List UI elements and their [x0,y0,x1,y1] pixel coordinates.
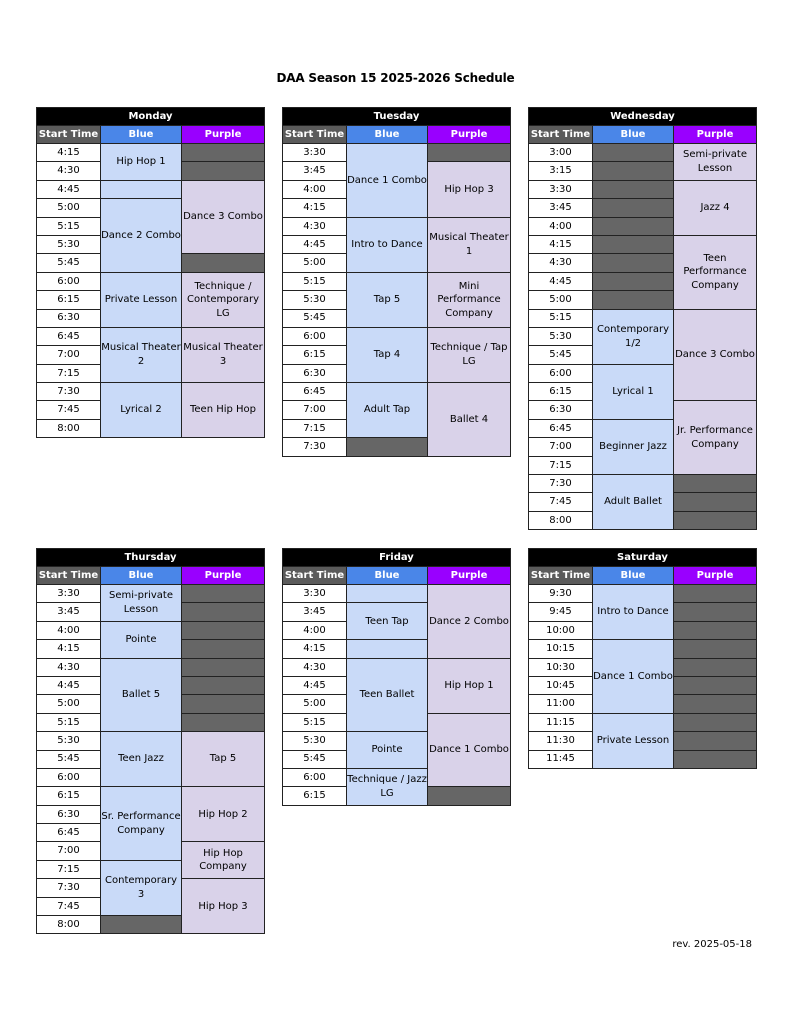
blue-class-slot [101,180,182,198]
empty-slot [182,695,265,713]
purple-class-slot: Jazz 4 [674,180,757,235]
empty-slot [674,713,757,731]
empty-slot [593,180,674,198]
time-row [283,658,511,676]
purple-class-slot: Jr. Performance Company [674,401,757,475]
start-time-cell: 7:30 [529,475,593,493]
purple-class-slot: Musical Theater 1 [428,217,511,272]
start-time-cell: 5:45 [37,750,101,768]
start-time-cell: 11:30 [529,732,593,750]
blue-header: Blue [101,567,182,585]
start-time-cell: 11:15 [529,713,593,731]
day-header: Monday [37,108,265,126]
start-time-cell: 3:30 [283,144,347,162]
tuesday-schedule-table [282,107,511,457]
start-time-cell: 5:45 [283,309,347,327]
blue-class-slot: Adult Ballet [593,475,674,530]
empty-slot [674,695,757,713]
day-header: Wednesday [529,108,757,126]
start-time-cell: 6:00 [283,327,347,345]
start-time-cell: 4:15 [37,640,101,658]
time-row [283,272,511,290]
purple-class-slot: Hip Hop 1 [428,658,511,713]
day-header: Thursday [37,549,265,567]
blue-header: Blue [347,567,428,585]
purple-class-slot: Dance 2 Combo [428,585,511,659]
start-time-cell: 4:15 [529,235,593,253]
purple-class-slot: Hip Hop 3 [428,162,511,217]
purple-class-slot: Teen Performance Company [674,235,757,309]
blue-header: Blue [101,126,182,144]
purple-class-slot: Hip Hop 3 [182,879,265,934]
start-time-cell: 4:45 [37,180,101,198]
start-time-cell: 5:30 [283,732,347,750]
start-time-header: Start Time [37,567,101,585]
start-time-cell: 5:45 [529,346,593,364]
start-time-cell: 11:45 [529,750,593,768]
start-time-cell: 6:30 [283,364,347,382]
purple-class-slot: Technique / Contemporary LG [182,272,265,327]
purple-class-slot: Technique / Tap LG [428,327,511,382]
start-time-cell: 6:15 [283,346,347,364]
start-time-cell: 4:30 [283,217,347,235]
start-time-cell: 7:00 [37,346,101,364]
start-time-cell: 4:15 [37,144,101,162]
wednesday-schedule-table [528,107,757,530]
time-row [529,180,757,198]
blue-class-slot: Semi-private Lesson [101,585,182,622]
start-time-cell: 6:00 [283,768,347,786]
empty-slot [428,787,511,805]
blue-class-slot: Dance 2 Combo [101,199,182,273]
start-time-cell: 4:45 [283,676,347,694]
start-time-cell: 5:30 [529,327,593,345]
time-row [529,640,757,658]
time-row [37,585,265,603]
start-time-cell: 7:30 [37,383,101,401]
empty-slot [674,750,757,768]
start-time-cell: 9:45 [529,603,593,621]
purple-class-slot: Hip Hop Company [182,842,265,879]
blue-class-slot: Contemporary 1/2 [593,309,674,364]
time-row [529,144,757,162]
start-time-cell: 8:00 [37,419,101,437]
start-time-cell: 4:30 [283,658,347,676]
day-header: Friday [283,549,511,567]
blue-header: Blue [347,126,428,144]
empty-slot [101,916,182,934]
blue-class-slot: Lyrical 1 [593,364,674,419]
empty-slot [674,585,757,603]
empty-slot [593,162,674,180]
blue-class-slot: Intro to Dance [347,217,428,272]
empty-slot [182,162,265,180]
start-time-cell: 6:45 [529,419,593,437]
empty-slot [182,621,265,639]
time-row [37,658,265,676]
time-row [37,327,265,345]
start-time-cell: 4:00 [283,180,347,198]
purple-header: Purple [428,126,511,144]
time-row [283,217,511,235]
start-time-cell: 3:00 [529,144,593,162]
purple-class-slot: Dance 3 Combo [674,309,757,401]
start-time-cell: 10:00 [529,621,593,639]
start-time-cell: 7:15 [37,364,101,382]
purple-class-slot: Hip Hop 2 [182,787,265,842]
start-time-cell: 6:30 [37,805,101,823]
start-time-cell: 6:15 [37,291,101,309]
empty-slot [428,144,511,162]
empty-slot [182,603,265,621]
empty-slot [674,603,757,621]
time-row [529,235,757,253]
blue-class-slot: Hip Hop 1 [101,144,182,181]
time-row [283,585,511,603]
empty-slot [674,658,757,676]
start-time-cell: 5:00 [37,695,101,713]
start-time-cell: 6:15 [529,383,593,401]
blue-class-slot: Private Lesson [593,713,674,768]
start-time-cell: 7:15 [529,456,593,474]
time-row [529,713,757,731]
start-time-cell: 4:45 [529,272,593,290]
revision-date: rev. 2025-05-18 [672,939,752,950]
start-time-cell: 7:45 [37,897,101,915]
start-time-cell: 3:45 [529,199,593,217]
start-time-header: Start Time [529,567,593,585]
empty-slot [593,291,674,309]
purple-class-slot: Tap 5 [182,732,265,787]
blue-class-slot: Teen Jazz [101,732,182,787]
monday-schedule-table [36,107,265,438]
start-time-cell: 4:15 [283,199,347,217]
start-time-cell: 6:45 [37,824,101,842]
start-time-header: Start Time [529,126,593,144]
purple-header: Purple [674,567,757,585]
start-time-cell: 6:00 [37,768,101,786]
start-time-cell: 7:15 [283,419,347,437]
start-time-cell: 4:30 [37,162,101,180]
time-row [529,585,757,603]
start-time-cell: 7:45 [529,493,593,511]
start-time-cell: 6:45 [283,383,347,401]
blue-class-slot: Pointe [101,621,182,658]
blue-class-slot: Intro to Dance [593,585,674,640]
start-time-cell: 10:15 [529,640,593,658]
start-time-cell: 4:45 [283,235,347,253]
start-time-cell: 3:30 [283,585,347,603]
empty-slot [347,438,428,456]
start-time-cell: 6:45 [37,327,101,345]
start-time-cell: 6:00 [529,364,593,382]
start-time-cell: 4:15 [283,640,347,658]
empty-slot [182,254,265,272]
start-time-cell: 7:30 [37,879,101,897]
blue-header: Blue [593,567,674,585]
start-time-cell: 5:45 [283,750,347,768]
blue-header: Blue [593,126,674,144]
purple-class-slot: Semi-private Lesson [674,144,757,181]
empty-slot [674,640,757,658]
empty-slot [674,732,757,750]
start-time-header: Start Time [283,567,347,585]
time-row [283,144,511,162]
start-time-cell: 3:45 [283,603,347,621]
start-time-cell: 5:15 [529,309,593,327]
start-time-cell: 3:45 [37,603,101,621]
time-row [37,144,265,162]
day-header: Saturday [529,549,757,567]
blue-class-slot: Dance 1 Combo [593,640,674,714]
start-time-cell: 3:15 [529,162,593,180]
purple-header: Purple [428,567,511,585]
time-row [529,475,757,493]
start-time-cell: 6:15 [283,787,347,805]
empty-slot [674,475,757,493]
page-title: DAA Season 15 2025-2026 Schedule [276,71,515,85]
purple-header: Purple [674,126,757,144]
purple-header: Purple [182,126,265,144]
empty-slot [593,272,674,290]
start-time-cell: 3:30 [529,180,593,198]
start-time-cell: 6:15 [37,787,101,805]
time-row [37,732,265,750]
start-time-cell: 11:00 [529,695,593,713]
start-time-cell: 4:00 [283,621,347,639]
time-row [283,327,511,345]
start-time-cell: 6:30 [529,401,593,419]
time-row [37,272,265,290]
blue-class-slot: Contemporary 3 [101,860,182,915]
start-time-cell: 7:30 [283,438,347,456]
purple-class-slot: Mini Performance Company [428,272,511,327]
start-time-cell: 4:30 [529,254,593,272]
start-time-cell: 7:00 [37,842,101,860]
start-time-cell: 4:45 [37,676,101,694]
time-row [37,621,265,639]
start-time-cell: 5:00 [283,695,347,713]
empty-slot [182,676,265,694]
start-time-cell: 8:00 [37,916,101,934]
blue-class-slot: Tap 4 [347,327,428,382]
purple-class-slot: Teen Hip Hop [182,383,265,438]
empty-slot [182,713,265,731]
friday-schedule-table [282,548,511,806]
blue-class-slot: Technique / Jazz LG [347,768,428,805]
start-time-cell: 5:15 [283,713,347,731]
blue-class-slot: Pointe [347,732,428,769]
empty-slot [674,676,757,694]
start-time-cell: 5:30 [37,732,101,750]
empty-slot [593,217,674,235]
blue-class-slot: Teen Ballet [347,658,428,732]
empty-slot [674,511,757,529]
empty-slot [674,621,757,639]
start-time-cell: 5:30 [283,291,347,309]
start-time-cell: 5:15 [37,713,101,731]
time-row [37,180,265,198]
saturday-schedule-table [528,548,757,769]
start-time-cell: 5:00 [37,199,101,217]
empty-slot [182,585,265,603]
day-header: Tuesday [283,108,511,126]
start-time-cell: 8:00 [529,511,593,529]
time-row [529,309,757,327]
blue-class-slot: Tap 5 [347,272,428,327]
start-time-cell: 3:30 [37,585,101,603]
purple-class-slot: Dance 1 Combo [428,713,511,787]
start-time-cell: 4:30 [37,658,101,676]
empty-slot [182,144,265,162]
empty-slot [593,254,674,272]
start-time-cell: 5:00 [529,291,593,309]
empty-slot [593,144,674,162]
start-time-cell: 5:15 [37,217,101,235]
blue-class-slot: Ballet 5 [101,658,182,732]
purple-class-slot: Musical Theater 3 [182,327,265,382]
blue-class-slot: Musical Theater 2 [101,327,182,382]
empty-slot [182,658,265,676]
start-time-cell: 4:00 [529,217,593,235]
start-time-cell: 9:30 [529,585,593,603]
start-time-cell: 5:30 [37,235,101,253]
blue-class-slot: Private Lesson [101,272,182,327]
start-time-cell: 10:30 [529,658,593,676]
start-time-cell: 4:00 [37,621,101,639]
blue-class-slot: Lyrical 2 [101,383,182,438]
blue-class-slot [347,585,428,603]
blue-class-slot [347,640,428,658]
empty-slot [593,199,674,217]
time-row [37,383,265,401]
start-time-cell: 10:45 [529,676,593,694]
start-time-cell: 7:15 [37,860,101,878]
empty-slot [674,493,757,511]
thursday-schedule-table [36,548,265,934]
time-row [283,383,511,401]
purple-class-slot: Ballet 4 [428,383,511,457]
empty-slot [593,235,674,253]
start-time-header: Start Time [37,126,101,144]
start-time-cell: 7:00 [283,401,347,419]
start-time-cell: 7:45 [37,401,101,419]
start-time-cell: 5:00 [283,254,347,272]
start-time-cell: 7:00 [529,438,593,456]
start-time-cell: 5:15 [283,272,347,290]
blue-class-slot: Sr. Performance Company [101,787,182,861]
blue-class-slot: Teen Tap [347,603,428,640]
start-time-cell: 3:45 [283,162,347,180]
time-row [37,787,265,805]
purple-header: Purple [182,567,265,585]
start-time-cell: 6:30 [37,309,101,327]
blue-class-slot: Beginner Jazz [593,419,674,474]
start-time-cell: 5:45 [37,254,101,272]
empty-slot [182,640,265,658]
purple-class-slot: Dance 3 Combo [182,180,265,254]
start-time-header: Start Time [283,126,347,144]
start-time-cell: 6:00 [37,272,101,290]
blue-class-slot: Adult Tap [347,383,428,438]
blue-class-slot: Dance 1 Combo [347,144,428,218]
